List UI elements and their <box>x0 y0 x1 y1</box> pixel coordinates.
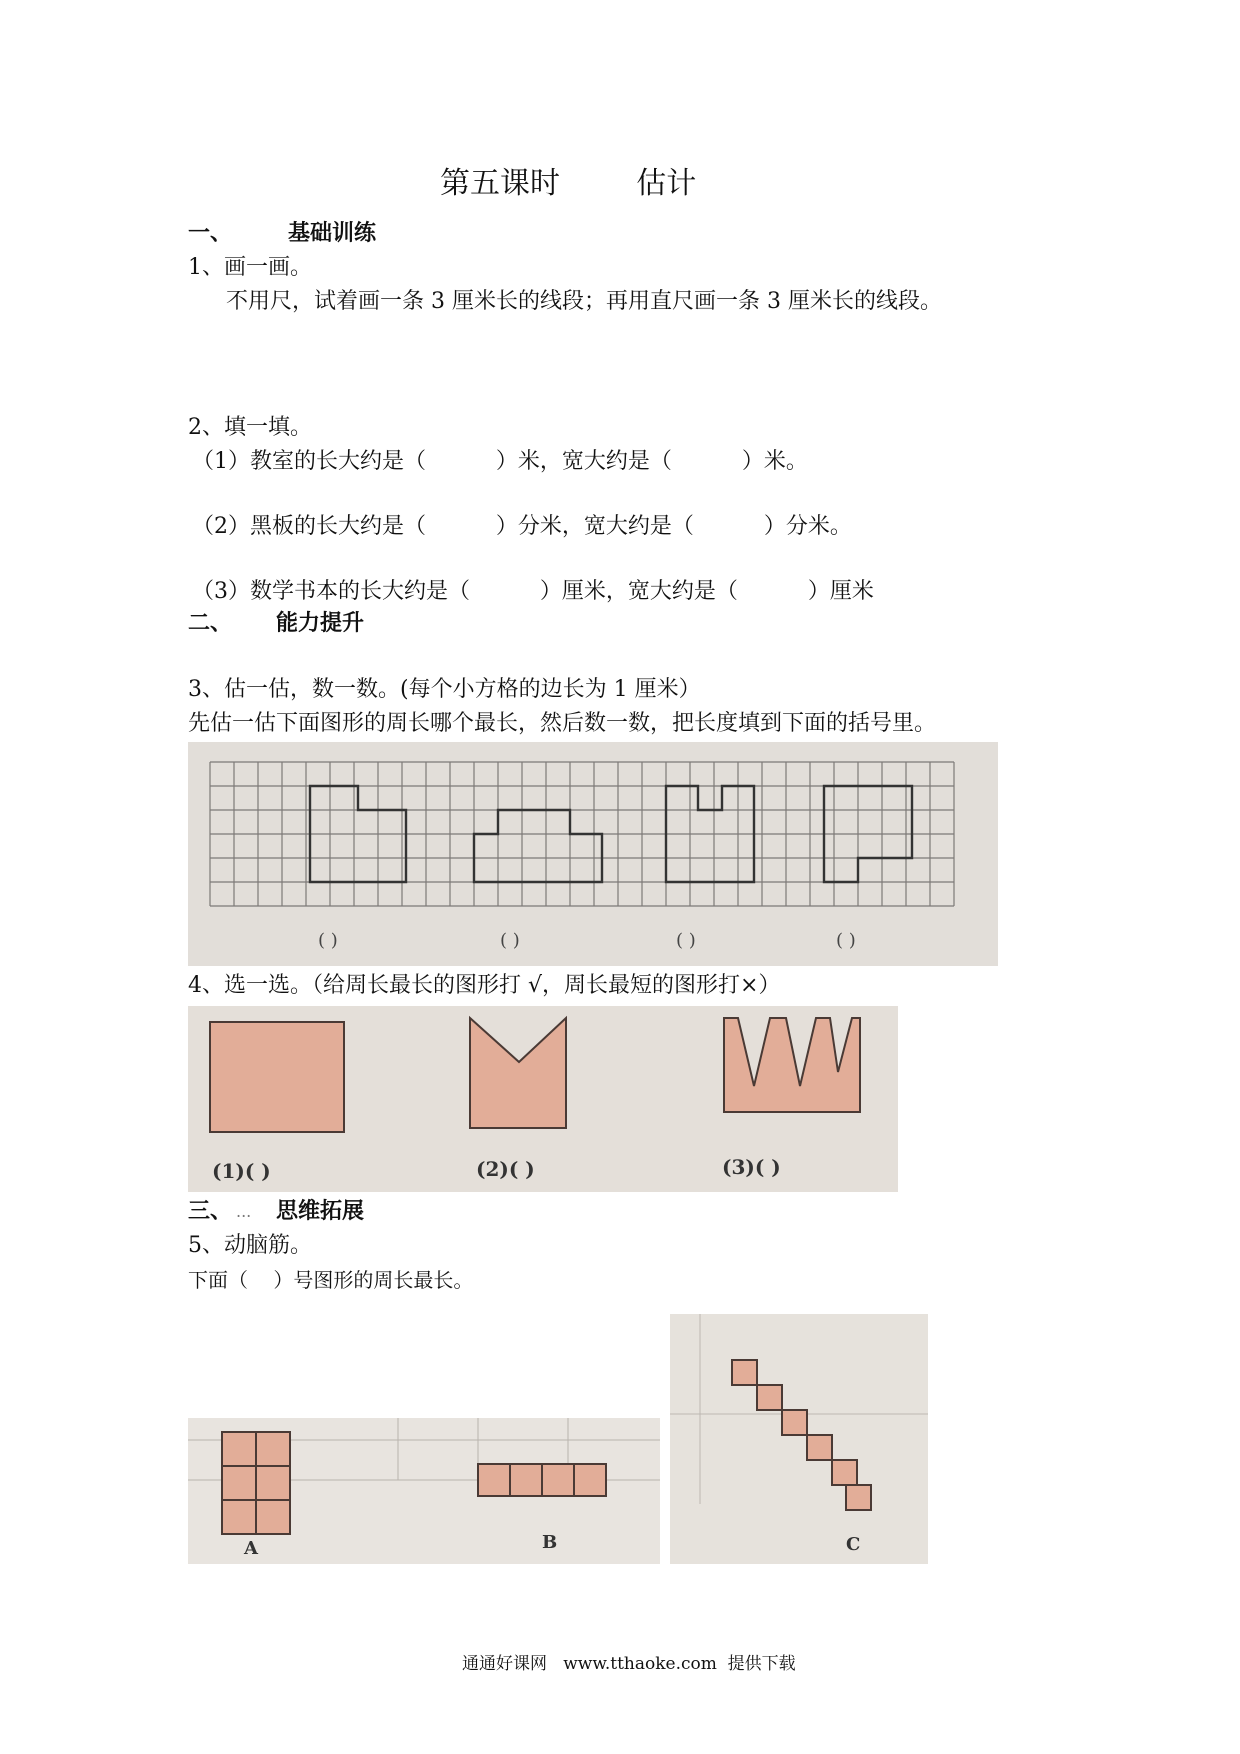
question-3-text: 先估一估下面图形的周长哪个最长，然后数一数，把长度填到下面的括号里。 <box>188 711 937 736</box>
figure-c-label: C <box>846 1534 861 1555</box>
grid-blank-4: ( ) <box>836 930 856 951</box>
shapes-photo <box>188 1006 898 1192</box>
question-2-item-2: （2）黑板的长大约是（ ）分米，宽大约是（ ）分米。 <box>192 514 852 539</box>
footer-text: 通通好课网 www.tthaoke.com 提供下载 <box>462 1654 796 1674</box>
section-1-heading: 基础训练 <box>288 221 377 246</box>
question-5-label: 5、动脑筋。 <box>188 1233 312 1258</box>
grid-figures-photo <box>188 742 998 966</box>
grid-blank-3: ( ) <box>676 930 696 951</box>
figure-a <box>222 1432 290 1534</box>
section-2-heading: 能力提升 <box>276 611 365 636</box>
figure-a-label: A <box>244 1538 258 1559</box>
question-2-item-3: （3）数学书本的长大约是（ ）厘米，宽大约是（ ）厘米 <box>192 579 874 604</box>
figure-b <box>478 1464 606 1496</box>
section-3-dots: ... <box>236 1202 252 1221</box>
question-1-label: 1、画一画。 <box>188 255 312 280</box>
question-1-text: 不用尺，试着画一条 3 厘米长的线段；再用直尺画一条 3 厘米长的线段。 <box>226 289 942 314</box>
figure-b-label: B <box>542 1532 558 1553</box>
shape-label-3: (3)( ) <box>722 1155 781 1179</box>
section-1-number: 一、 <box>188 221 233 246</box>
question-5-text: 下面（ ）号图形的周长最长。 <box>188 1268 474 1292</box>
question-4-label: 4、选一选。（给周长最长的图形打 √，周长最短的图形打×） <box>188 973 781 998</box>
grid-blank-2: ( ) <box>500 930 520 951</box>
figure-c-photo <box>670 1314 928 1564</box>
question-3-label: 3、估一估，数一数。(每个小方格的边长为 1 厘米） <box>188 677 701 702</box>
figures-ab-photo <box>188 1418 660 1564</box>
shape-label-2: (2)( ) <box>476 1157 535 1181</box>
shape-rectangle <box>210 1022 344 1132</box>
shape-label-1: (1)( ) <box>212 1159 271 1183</box>
section-3-heading: 思维拓展 <box>276 1199 365 1224</box>
grid-blank-1: ( ) <box>318 930 338 951</box>
question-2-label: 2、填一填。 <box>188 415 312 440</box>
question-2-item-1: （1）教室的长大约是（ ）米，宽大约是（ ）米。 <box>192 449 808 474</box>
section-3-number: 三、 <box>188 1199 233 1224</box>
section-2-number: 二、 <box>188 611 233 636</box>
page-title: 第五课时 估计 <box>440 166 697 201</box>
